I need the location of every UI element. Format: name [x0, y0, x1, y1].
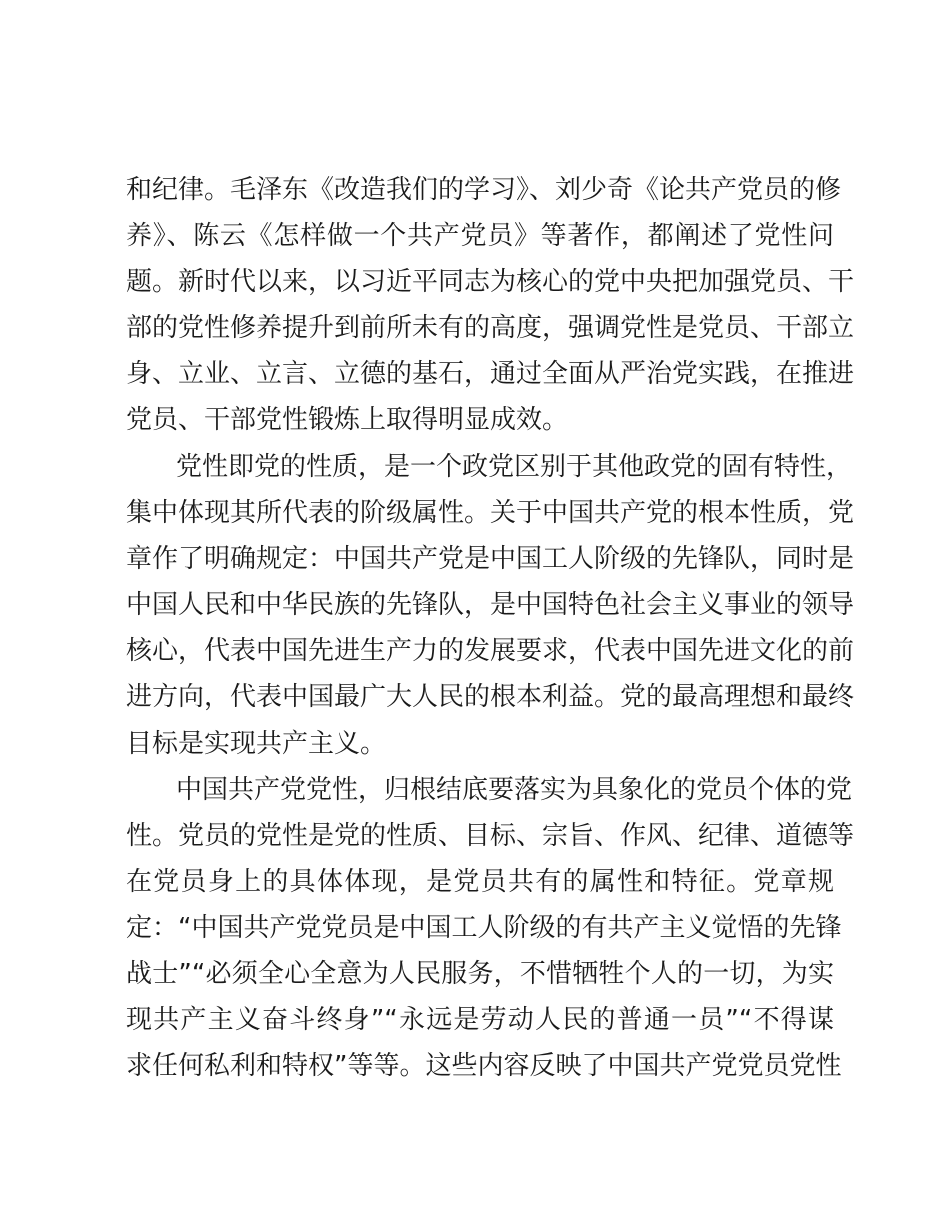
text-line-11: 核心，代表中国先进生产力的发展要求，代表中国先进文化的前 — [126, 636, 855, 666]
text-line-4: 部的党性修养提升到前所未有的高度，强调党性是党员、干部立 — [126, 313, 855, 343]
text-line-1: 和纪律。毛泽东《改造我们的学习》、刘少奇《论共产党员的修 — [126, 175, 842, 205]
text-line-7: 党性即党的性质，是一个政党区别于其他政党的固有特性， — [176, 452, 853, 482]
text-line-12: 进方向，代表中国最广大人民的根本利益。党的最高理想和最终 — [126, 682, 855, 712]
text-line-6: 党员、干部党性锻炼上取得明显成效。 — [126, 405, 569, 435]
text-line-13: 目标是实现共产主义。 — [126, 729, 387, 759]
text-line-14: 中国共产党党性，归根结底要落实为具象化的党员个体的党 — [176, 775, 853, 805]
text-line-3: 题。新时代以来，以习近平同志为核心的党中央把加强党员、干 — [126, 267, 855, 297]
text-line-5: 身、立业、立言、立德的基石，通过全面从严治党实践，在推进 — [126, 359, 855, 389]
text-line-18: 战士”“必须全心全意为人民服务，不惜牺牲个人的一切，为实 — [126, 959, 834, 989]
text-line-9: 章作了明确规定：中国共产党是中国工人阶级的先锋队，同时是 — [126, 544, 855, 574]
text-line-17: 定：“中国共产党党员是中国工人阶级的有共产主义觉悟的先锋 — [126, 913, 842, 943]
text-line-19: 现共产主义奋斗终身”“永远是劳动人民的普通一员”“不得谋 — [126, 1005, 834, 1035]
text-line-20: 求任何私利和特权”等等。这些内容反映了中国共产党党员党性 — [126, 1051, 842, 1081]
text-line-15: 性。党员的党性是党的性质、目标、宗旨、作风、纪律、道德等 — [126, 821, 855, 851]
text-line-2: 养》、陈云《怎样做一个共产党员》等著作，都阐述了党性问 — [126, 221, 834, 251]
text-line-16: 在党员身上的具体体现，是党员共有的属性和特征。党章规 — [126, 867, 834, 897]
text-line-8: 集中体现其所代表的阶级属性。关于中国共产党的根本性质，党 — [126, 498, 855, 528]
text-line-10: 中国人民和中华民族的先锋队，是中国特色社会主义事业的领导 — [126, 590, 855, 620]
